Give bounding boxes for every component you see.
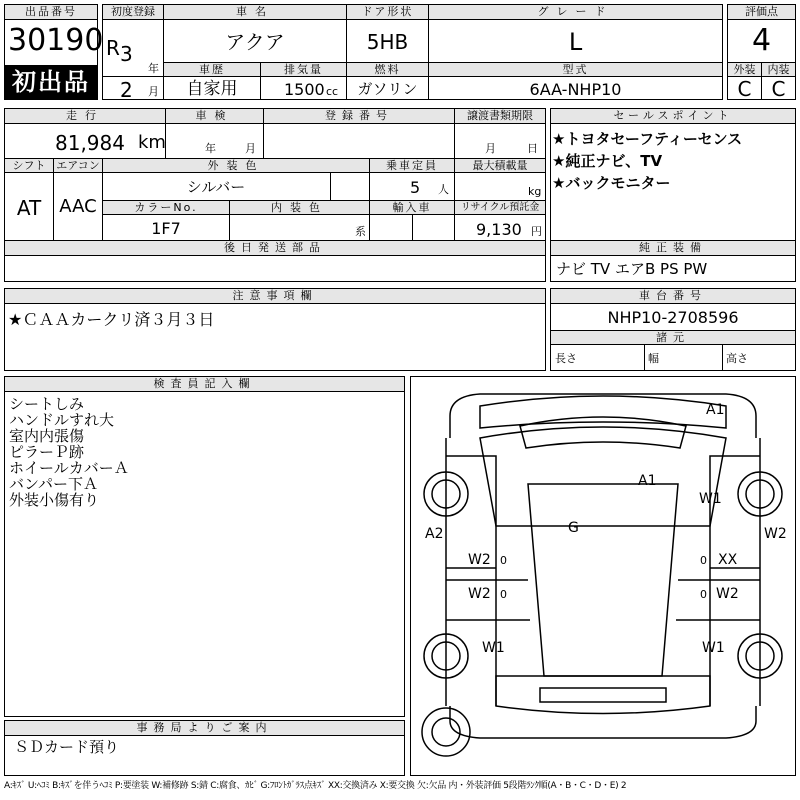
equipment: ナビ TV エアB PS PW [556,260,708,278]
inspector-note: ホイールカバーＡ [9,459,129,477]
width-label: 幅 [648,352,659,365]
damage-roof: G [568,520,579,536]
sales-label: セールスポイント [551,109,795,123]
inspector-note: シートしみ [9,395,85,413]
damage-rr-fender: W1 [702,640,725,656]
rear-shape [496,676,710,714]
door-type: 5HB [366,30,409,54]
front-bumper-shape [480,396,726,428]
damage-rf-fender: W1 [699,491,722,507]
car-name: アクア [225,30,285,54]
int-color-label: 内装色 [230,201,369,214]
month-unit: 月 [148,85,159,98]
damage-rr-door: W2 [716,586,739,602]
seats: 5 [410,178,421,197]
reg-month: 2 [120,78,133,102]
inspector-note: ハンドルすれ大 [9,411,115,429]
era: R [106,36,120,60]
fuel-label: 燃料 [347,63,428,76]
length-label: 長さ [555,352,577,365]
car-diagram-svg [410,376,796,776]
score-label: 評価点 [728,5,795,19]
dims-label: 諸元 [551,331,795,344]
marker-zero: 0 [500,588,507,601]
damage-l-front-door: W2 [468,552,491,568]
exterior-score: C [737,77,752,101]
marker-zero: 0 [700,588,707,601]
notes-text: ★ＣＡＡカークリ済３月３日 [8,310,215,329]
shift-label: シフト [5,159,53,172]
interior-label: 内装 [762,63,795,76]
lot-number: 30190 [8,23,104,58]
damage-lr-fender: W1 [482,640,505,656]
recycle-unit: 円 [531,225,542,238]
first-listing-badge: 初出品 [5,65,97,99]
shift: AT [16,196,42,220]
inspector-notes [9,396,129,508]
sales-points [552,128,742,194]
grade: L [568,28,583,56]
fuel: ガソリン [357,80,418,98]
marker-zero: 0 [500,554,507,567]
damage-front: A1 [706,402,725,418]
insp-year-unit: 年 [205,142,216,155]
mileage-label: 走行 [5,109,165,123]
ext-color-label: 外装色 [103,159,369,172]
interior-score: C [771,77,786,101]
model-code: 6AA-NHP10 [529,80,622,99]
max-load-label: 最大積載量 [455,159,545,172]
insp-month-unit: 月 [245,142,256,155]
displacement-unit: cc [326,85,339,98]
equipment-label: 純正装備 [551,241,795,255]
car-name-label: 車名 [164,5,346,19]
height-label: 高さ [726,352,748,365]
damage-right-side: W2 [764,526,787,542]
import-label: 輸入車 [370,201,454,214]
transfer-label: 譲渡書類期限 [455,109,545,123]
air-conditioner: AAC [59,196,97,217]
damage-hood: A1 [638,473,657,489]
notes-label: 注意事項欄 [5,289,545,303]
sales-point: ★純正ナビ、TV [552,152,663,170]
legend: A:ｷｽﾞ U:ﾍｺﾐ B:ｷｽﾞを伴うﾍｺﾐ P:要塗装 W:補修跡 S:錆 C:腐食、ｶﾋﾞ G:ﾌﾛﾝﾄｶﾞﾗｽ点ｷｽﾞ XX:交換済み X:要交換 欠:欠品 内・外装評価 5段階ﾗﾝｸ順(A・B・C・D・E) 2 [4,781,627,791]
inspector-label: 検査員記入欄 [5,377,404,391]
inspector-note: バンパー下Ａ [9,475,98,493]
mileage-unit: km [138,132,166,153]
roof-shape [528,484,678,676]
color-no-label: カラーNo. [103,201,229,214]
seats-label: 乗車定員 [370,159,454,172]
transfer-month-unit: 月 [485,142,496,155]
door-label: ドア形状 [347,5,428,19]
lot-label: 出品番号 [5,5,97,19]
recycle-fee: 9,130 [476,220,522,239]
inspector-note: ピラーＰ跡 [9,443,85,461]
mileage: 81,984 [55,131,125,155]
ext-color: シルバー [186,178,246,196]
exterior-label: 外装 [728,63,761,76]
office-label: 事務局よりご案内 [5,721,404,735]
damage-lr-door: W2 [468,586,491,602]
reg-year: 3 [120,42,133,66]
displacement-label: 排気量 [261,63,346,76]
ac-label: エアコン [54,159,102,172]
sales-point: ★バックモニター [552,174,671,192]
history-label: 車歴 [164,63,260,76]
later-parts-label: 後日発送部品 [5,241,545,255]
history: 自家用 [186,79,238,99]
transfer-day-unit: 日 [527,142,538,155]
first-reg-label: 初度登録 [103,5,163,19]
sales-point: ★トヨタセーフティーセンス [552,130,743,148]
inspection-label: 車検 [166,109,263,123]
overall-score: 4 [751,23,772,58]
inspector-note: 外装小傷有り [9,491,100,509]
grade-label: グレード [429,5,722,19]
inspector-note: 室内内張傷 [9,427,85,445]
marker-zero: 0 [700,554,707,567]
year-unit: 年 [148,62,159,75]
chassis-number: NHP10-2708596 [607,308,739,327]
seats-unit: 人 [438,183,449,196]
model-label: 型式 [429,63,722,76]
int-color-unit: 系 [355,225,366,238]
color-no: 1F7 [151,219,181,238]
displacement: 1500 [284,80,325,99]
recycle-label: リサイクル預託金 [455,201,545,214]
spare-wheel [422,708,470,756]
max-load-unit: kg [528,185,542,198]
office-text: ＳＤカード預り [14,738,120,756]
reg-number-label: 登録番号 [264,109,454,123]
damage-rf-door: XX [718,552,738,568]
chassis-label: 車台番号 [551,289,795,303]
damage-left-side: A2 [425,526,444,542]
